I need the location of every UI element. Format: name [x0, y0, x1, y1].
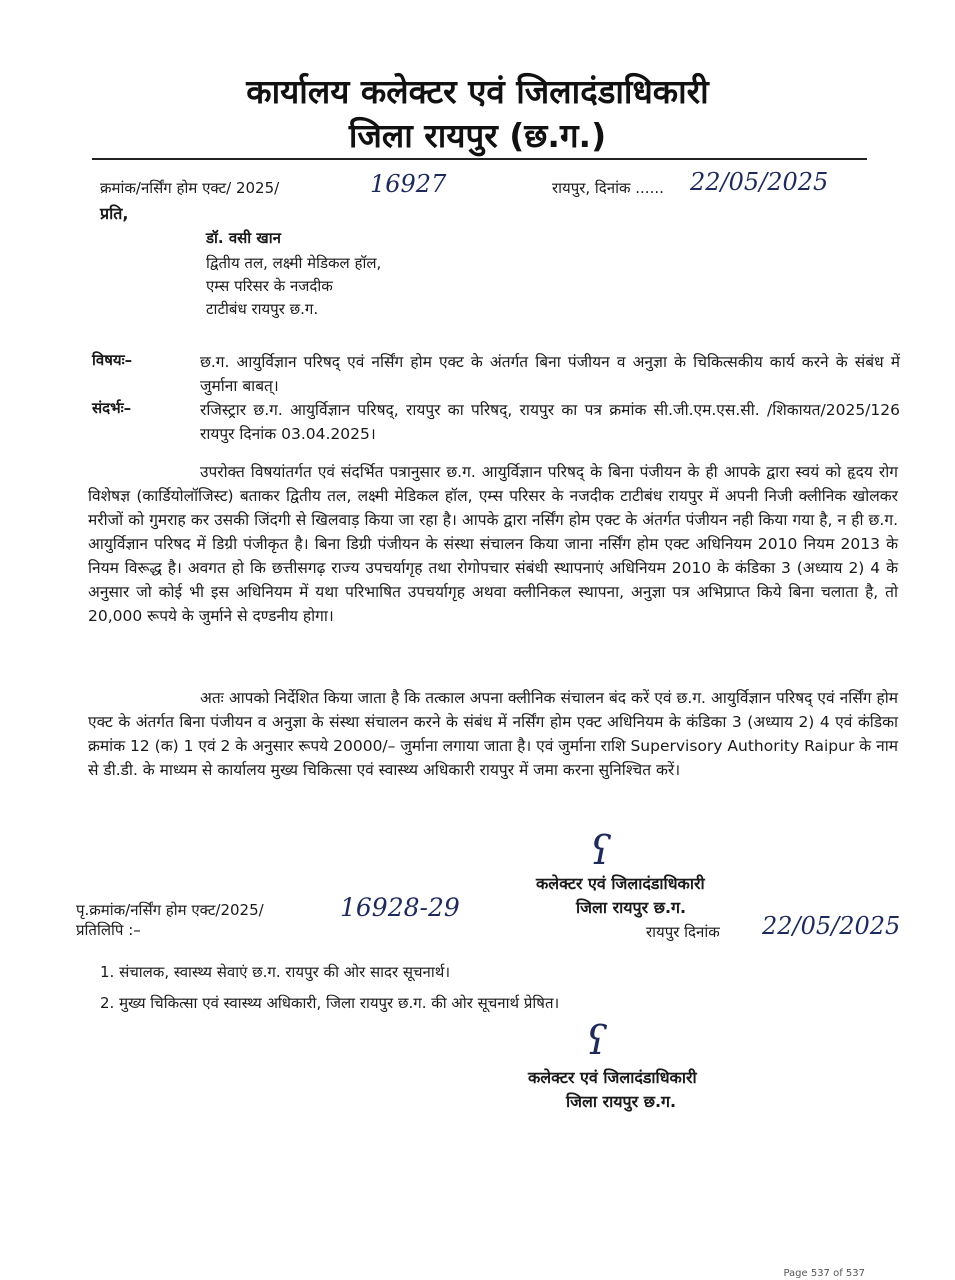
- letterhead-office: कार्यालय कलेक्टर एवं जिलादंडाधिकारी: [246, 72, 709, 111]
- copy-item-2: 2. मुख्य चिकित्सा एवं स्वास्थ्य अधिकारी, जिला रायपुर छ.ग. की ओर सूचनार्थ प्रेषित।: [100, 994, 560, 1012]
- signature-scribble-1: ʕ: [590, 828, 612, 874]
- body-paragraph-1: उपरोक्त विषयांतर्गत एवं संदर्भित पत्रानुसार छ.ग. आयुर्विज्ञान परिषद् के बिना पंजीयन के ही आपके द्वारा स्वयं को हृदय रोग विशेषज्ञ (कार्डियोलॉजिस्ट) बताकर द्वितीय तल, लक्ष्मी मेडिकल हॉल, एम्स परिसर के नजदीक टाटीबंध रायपुर में अपनी निजी क्लीनिक खोलकर मरीजों को गुमराह कर उसकी जिंदगी से खिलवाड़ किया जा रहा है। आपके द्वारा नर्सिंग होम एक्ट के अंतर्गत पंजीयन नही किया गया है, न ही छ.ग. आयुर्विज्ञान परिषद में डिग्री पंजीकृत है। बिना डिग्री पंजीयन के संस्था संचालन किया जाना नर्सिंग होम एक्ट अधिनियम 2010 नियम 2013 के नियम विरूद्ध है। अवगत हो कि छत्तीसगढ़ राज्य उपचर्यागृह तथा रोगोपचार संबंधी स्थापनाएं अधिनियम 2010 के कंडिका 3 (अध्याय 2) 4 के अनुसार जो कोई भी इस अधिनियम में यथा परिभाषित उपचर्यागृह अथवा क्लीनिकल स्थापना, अनुज्ञा पत्र अभिप्राप्त किये बिना चलाता है, तो 20,000 रूपये के जुर्माने से दण्डनीय होगा।: [88, 463, 898, 625]
- addressee-line2: एम्स परिसर के नजदीक: [206, 277, 333, 295]
- ref-date-label: रायपुर, दिनांक ......: [552, 179, 664, 197]
- ref-number-prefix: क्रमांक/नर्सिंग होम एक्ट/ 2025/: [100, 179, 280, 197]
- reference-text: रजिस्ट्रार छ.ग. आयुर्विज्ञान परिषद्, रायपुर का परिषद्, रायपुर का पत्र क्रमांक सी.जी.एम.एस.सी. /शिकायत/2025/126 रायपुर दिनांक 03.04.2025।: [200, 401, 900, 443]
- signature1-district: जिला रायपुर छ.ग.: [576, 898, 687, 917]
- subject-label: विषयः–: [92, 351, 133, 369]
- copy-item-1: 1. संचालक, स्वास्थ्य सेवाएं छ.ग. रायपुर की ओर सादर सूचनार्थ।: [100, 963, 451, 981]
- addressee-line3: टाटीबंध रायपुर छ.ग.: [206, 300, 319, 318]
- endorsement-date-label: रायपुर दिनांक: [646, 923, 720, 941]
- subject-text: छ.ग. आयुर्विज्ञान परिषद् एवं नर्सिंग होम एक्ट के अंतर्गत बिना पंजीयन व अनुज्ञा के चिकित्सकीय कार्य करने के संबंध में जुर्माना बाबत्।: [200, 353, 900, 395]
- signature-scribble-2: ʕ: [586, 1018, 608, 1064]
- endorsement-prefix: पृ.क्रमांक/नर्सिंग होम एक्ट/2025/: [76, 901, 264, 919]
- addressee-line1: द्वितीय तल, लक्ष्मी मेडिकल हॉल,: [206, 254, 382, 272]
- header-divider: [92, 158, 867, 160]
- body-paragraph-2: अतः आपको निर्देशित किया जाता है कि तत्काल अपना क्लीनिक संचालन बंद करें एवं छ.ग. आयुर्विज्ञान परिषद् एवं नर्सिंग होम एक्ट के अंतर्गत बिना पंजीयन व अनुज्ञा के संस्था संचालन करने के संबंध में नर्सिंग होम एक्ट अधिनियम के कंडिका 3 (अध्याय 2) 4 एवं कंडिका क्रमांक 12 (क) 1 एवं 2 के अनुसार रूपये 20000/– जुर्माना लगाया जाता है। एवं जुर्माना राशि Supervisory Authority Raipur के नाम से डी.डी. के माध्यम से कार्यालय मुख्य चिकित्सा एवं स्वास्थ्य अधिकारी रायपुर में जमा करना सुनिश्चित करें।: [88, 689, 898, 779]
- endorsement-number-handwritten: 16928-29: [340, 893, 460, 922]
- to-label: प्रति,: [100, 204, 129, 223]
- signature2-district: जिला रायपुर छ.ग.: [566, 1092, 677, 1111]
- copy-label: प्रतिलिपि :–: [76, 921, 141, 939]
- ref-date-handwritten: 22/05/2025: [690, 168, 829, 196]
- page-number: Page 537 of 537: [783, 1268, 865, 1279]
- signature2-title: कलेक्टर एवं जिलादंडाधिकारी: [528, 1068, 697, 1087]
- endorsement-date-handwritten: 22/05/2025: [762, 912, 901, 940]
- reference-label: संदर्भः–: [92, 399, 132, 417]
- letterhead-district: जिला रायपुर (छ.ग.): [348, 116, 607, 155]
- ref-number-handwritten: 16927: [370, 170, 447, 198]
- signature1-title: कलेक्टर एवं जिलादंडाधिकारी: [536, 874, 705, 893]
- addressee-name: डॉ. वसी खान: [206, 229, 281, 247]
